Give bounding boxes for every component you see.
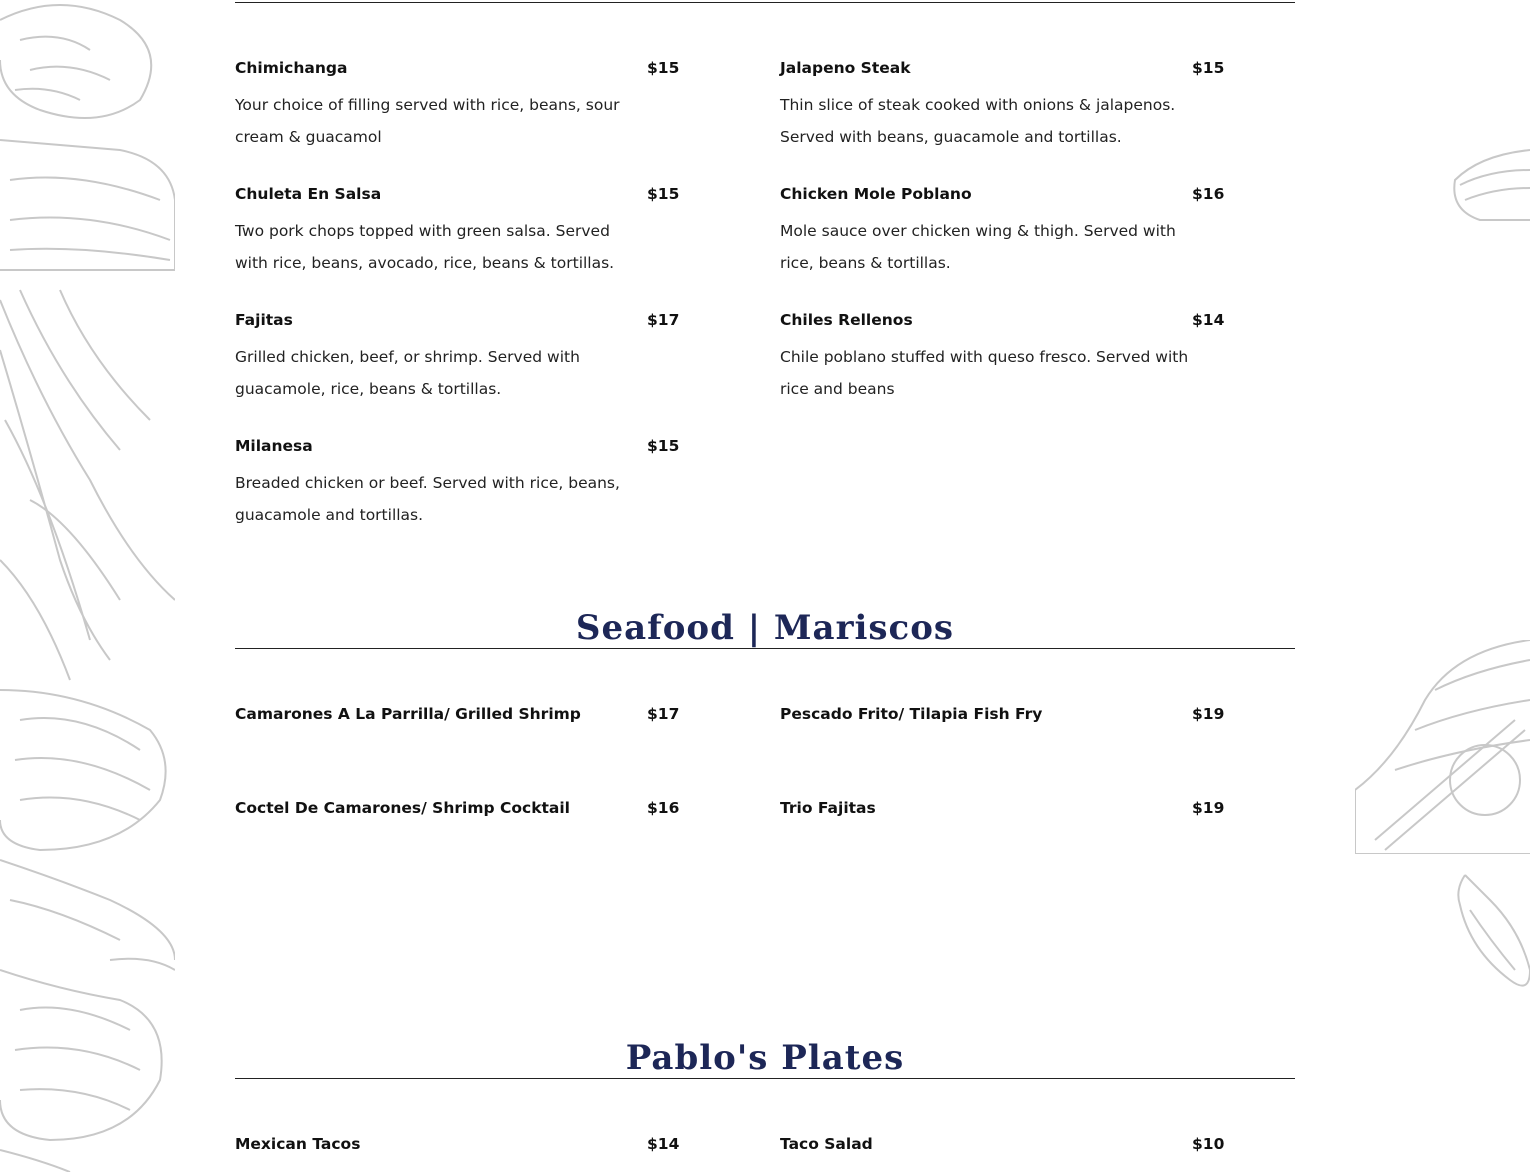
section-title-seafood: Seafood | Mariscos: [575, 608, 955, 648]
item-price: $16: [647, 799, 680, 817]
section-divider-seafood: [235, 648, 1295, 649]
item-name: Chimichanga: [235, 59, 348, 77]
item-description: Your choice of filling served with rice, beans, sour cream & guacamol: [235, 96, 620, 146]
item-name: Chuleta En Salsa: [235, 185, 382, 203]
item-name: Taco Salad: [780, 1135, 873, 1153]
item-name: Camarones A La Parrilla/ Grilled Shrimp: [235, 705, 581, 723]
item-name: Trio Fajitas: [780, 799, 876, 817]
item-name: Pescado Frito/ Tilapia Fish Fry: [780, 705, 1043, 723]
item-price: $16: [1192, 185, 1225, 203]
food-illustration-icon: [0, 0, 175, 1172]
item-price: $17: [647, 311, 680, 329]
item-description: Thin slice of steak cooked with onions & jalapenos. Served with beans, guacamole and tortillas.: [780, 96, 1176, 146]
item-price: $10: [1192, 1135, 1225, 1153]
item-name: Coctel De Camarones/ Shrimp Cocktail: [235, 799, 570, 817]
item-price: $19: [1192, 705, 1225, 723]
item-price: $14: [1192, 311, 1225, 329]
decorative-food-illustration-left: [0, 0, 175, 1172]
section-divider-top: [235, 2, 1295, 3]
item-name: Mexican Tacos: [235, 1135, 361, 1153]
item-name: Chiles Rellenos: [780, 311, 913, 329]
pepper-illustration-icon: [1450, 870, 1530, 1000]
item-price: $19: [1192, 799, 1225, 817]
decorative-illustration-right-top: [1450, 140, 1530, 230]
item-description: Chile poblano stuffed with queso fresco. Served with rice and beans: [780, 348, 1189, 398]
item-description: Breaded chicken or beef. Served with rice, beans, guacamole and tortillas.: [235, 474, 620, 524]
item-description: Mole sauce over chicken wing & thigh. Served with rice, beans & tortillas.: [780, 222, 1176, 272]
item-price: $15: [647, 185, 680, 203]
item-name: Milanesa: [235, 437, 313, 455]
section-divider-pablos: [235, 1078, 1295, 1079]
item-name: Jalapeno Steak: [780, 59, 911, 77]
item-price: $15: [1192, 59, 1225, 77]
item-description: Grilled chicken, beef, or shrimp. Served with guacamole, rice, beans & tortillas.: [235, 348, 580, 398]
section-title-pablos-plates: Pablo's Plates: [625, 1038, 905, 1078]
item-price: $15: [647, 437, 680, 455]
item-price: $15: [647, 59, 680, 77]
decorative-guitar-illustration-right: [1355, 640, 1530, 854]
decorative-pepper-illustration-right: [1450, 870, 1530, 1000]
bowl-illustration-icon: [1450, 140, 1530, 230]
item-description: Two pork chops topped with green salsa. Served with rice, beans, avocado, rice, beans & tortillas.: [235, 222, 615, 272]
item-name: Chicken Mole Poblano: [780, 185, 972, 203]
item-price: $17: [647, 705, 680, 723]
item-price: $14: [647, 1135, 680, 1153]
guitar-illustration-icon: [1355, 640, 1530, 854]
item-name: Fajitas: [235, 311, 293, 329]
